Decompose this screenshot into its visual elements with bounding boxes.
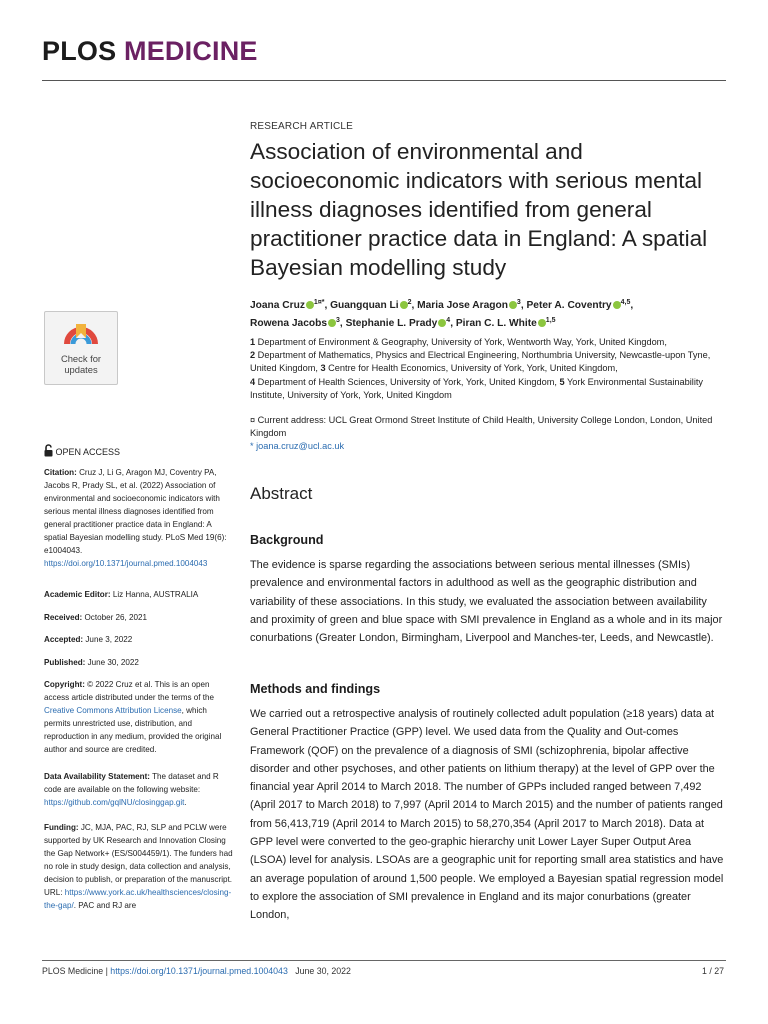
- orcid-icon[interactable]: [306, 301, 314, 309]
- received-date: [44, 611, 234, 624]
- author-affil-ref: 4: [446, 317, 451, 324]
- header-divider: [42, 80, 726, 81]
- footer-doi-link[interactable]: https://doi.org/10.1371/journal.pmed.1004043: [110, 966, 288, 976]
- background-heading: Background: [250, 533, 324, 547]
- corresponding-star: *: [250, 441, 257, 451]
- orcid-icon[interactable]: [538, 319, 546, 327]
- citation-text: Cruz J, Li G, Aragon MJ, Coventry PA, Jacobs R, Prady SL, et al. (2022) Association of environmental and socioeconomic indicators with serious mental illness diagnoses identified from general practitioner practice data in England: A spatial Bayesian modelling study. PLoS Med 19(6): e1004043.: [44, 468, 227, 555]
- data-availability-label: Data Availability Statement:: [44, 772, 150, 781]
- received-label: Received:: [44, 613, 83, 622]
- data-availability-text: The dataset and R code are available on the following website:: [44, 772, 219, 794]
- author-name[interactable]: Joana Cruz: [250, 300, 305, 311]
- github-link[interactable]: https://github.com/gqlNU/closinggap.git: [44, 798, 185, 807]
- orcid-icon[interactable]: [613, 301, 621, 309]
- author-name[interactable]: Rowena Jacobs: [250, 318, 327, 329]
- published-date: [44, 656, 234, 669]
- author-name[interactable]: , Stephanie L. Prady: [339, 318, 438, 329]
- journal-logo: [42, 36, 258, 67]
- author-name[interactable]: , Maria Jose Aragon: [411, 300, 508, 311]
- author-name[interactable]: , Piran C. L. White: [450, 318, 537, 329]
- author-affil-ref: 3: [336, 317, 340, 324]
- check-for-updates-line1: Check for: [60, 353, 102, 364]
- check-for-updates-button[interactable]: [44, 311, 118, 385]
- academic-editor: [44, 588, 234, 601]
- author-name[interactable]: , Peter A. Coventry: [520, 300, 612, 311]
- methods-text: We carried out a retrospective analysis of routinely collected adult population (≥18 years) data at General Practitioner Practice (GPP) level. We used data from the Quality and Out-comes Framework (QOF) on the prevalence of a diagnosis of SMI (schizophrenia, bipolar affective disorder and other psychoses, and other patients on lithium therapy) at the level of GPP over the financial year April 2014 to March 2018. The number of GPPs included ranged between 7,492 (April 2017 to March 2018) to 7,997 (April 2014 to March 2015) and the number of patients ranged from 56,413,719 (April 2014 to March 2015) to 58,270,354 (April 2017 to March 2018). Data at GPP level were converted to the geo-graphic hierarchy unit Lower Layer Super Output Area (LSOA) level for analysis. LSOAs are a geographic unit for reporting small area statistics and have an average population of around 1,500 people. We employed a Bayesian spatial regression model to explore the association of SMI prevalence in England and its major conurbations (greater London,: [250, 708, 724, 922]
- affiliations: [250, 336, 720, 402]
- check-for-updates-icon: [45, 314, 117, 358]
- background-text: The evidence is sparse regarding the associations between serious mental illnesses (SMIs) prevalence and environmental factors in adulthood as well as the geographic distribution and variability of these associations. In this study, we evaluated the association between availability and proximity of green and blue space with SMI prevalence in England as a whole and in its major conurbations (Greater London, Birmingham, Liverpool and Manches-ter, Leeds, and Newcastle).: [250, 559, 723, 645]
- corresponding-email-link[interactable]: joana.cruz@ucl.ac.uk: [256, 441, 345, 451]
- funding-label: Funding:: [44, 823, 79, 832]
- orcid-icon[interactable]: [328, 319, 336, 327]
- footer-date: June 30, 2022: [295, 966, 351, 976]
- affil-number: 3: [320, 363, 326, 374]
- affil-text: Centre for Health Economics, University of York, York, United Kingdom,: [325, 363, 618, 374]
- journal-name-medicine: MEDICINE: [124, 36, 258, 66]
- open-access-text: OPEN ACCESS: [55, 447, 121, 457]
- copyright-text: © 2022 Cruz et al. This is an open access article distributed under the terms of the: [44, 680, 215, 702]
- current-address: ¤ Current address: UCL Great Ormond Street Institute of Child Health, University College London, London, United Kingdom: [250, 415, 713, 438]
- editor-label: Academic Editor:: [44, 590, 111, 599]
- accepted-date: [44, 633, 234, 646]
- author-separator: ,: [630, 300, 634, 311]
- funding-text: JC, MJA, PAC, RJ, SLP and PCLW were supported by UK Research and Innovation Closing the Gap Network+ (ES/S004459/1). The funders had no role in study design, data collection and analysis, decision to publish, or preparation of the manuscript. URL:: [44, 823, 233, 897]
- affil-text: Department of Mathematics, Physics and Electrical Engineering, Northumbria University, Newcastle-upon Tyne, United Kingdom,: [250, 350, 711, 374]
- abstract-heading: Abstract: [250, 484, 313, 503]
- orcid-icon[interactable]: [509, 301, 517, 309]
- affil-number: 5: [559, 376, 565, 387]
- received-text: October 26, 2021: [82, 613, 148, 622]
- accepted-label: Accepted:: [44, 635, 84, 644]
- journal-name-plos: PLOS: [42, 36, 117, 66]
- editor-text: Liz Hanna, AUSTRALIA: [110, 590, 199, 599]
- data-availability-block: [44, 770, 234, 809]
- open-access-label: [44, 444, 120, 457]
- citation-label: Citation:: [44, 468, 77, 477]
- footer-journal: PLOS Medicine |: [42, 966, 111, 976]
- methods-heading: Methods and findings: [250, 682, 381, 696]
- open-access-icon: [44, 444, 53, 457]
- page-number: 1 / 27: [701, 966, 724, 976]
- funding-end: . PAC and RJ are: [73, 901, 137, 910]
- author-affil-ref: 1,5: [545, 317, 556, 324]
- affil-text: Department of Environment & Geography, University of York, Wentworth Way, York, United Kingdom,: [255, 337, 667, 347]
- citation-block: [44, 466, 234, 570]
- affil-text: York Environmental Sustainability Institute, University of York, York, United Kingdom: [250, 376, 704, 400]
- accepted-text: June 3, 2022: [83, 635, 133, 644]
- copyright-label: Copyright:: [44, 680, 85, 689]
- author-affil-ref: 3: [516, 299, 521, 306]
- data-availability-end: .: [184, 798, 187, 807]
- article-type: RESEARCH ARTICLE: [250, 121, 354, 132]
- license-link[interactable]: Creative Commons Attribution License: [44, 706, 182, 715]
- affil-number: 1: [250, 337, 256, 347]
- copyright-block: [44, 678, 234, 756]
- page-footer: [42, 966, 351, 976]
- orcid-icon[interactable]: [400, 301, 408, 309]
- author-name[interactable]: , Guangquan Li: [324, 300, 399, 311]
- funding-block: [44, 821, 234, 912]
- affil-number: 4: [250, 376, 256, 387]
- check-for-updates-line2: updates: [64, 363, 98, 375]
- author-affil-ref: 1¤*: [313, 299, 325, 306]
- author-list: [250, 295, 730, 331]
- author-affil-ref: 2: [407, 299, 412, 306]
- author-affil-ref: 4,5: [620, 299, 631, 306]
- affil-number: 2: [250, 350, 256, 361]
- published-label: Published:: [44, 658, 86, 667]
- current-address-block: [250, 414, 720, 453]
- citation-doi-link[interactable]: https://doi.org/10.1371/journal.pmed.1004043: [44, 559, 208, 568]
- funding-url-link[interactable]: https://www.york.ac.uk/healthsciences/closing-the-gap/: [44, 888, 232, 910]
- published-text: June 30, 2022: [85, 658, 139, 667]
- affil-text: Department of Health Sciences, University of York, York, United Kingdom,: [255, 376, 560, 387]
- article-title: Association of environmental and socioeconomic indicators with serious mental illness diagnoses identified from general practitioner practice data in England: A spatial Bayesian modelling study: [250, 139, 708, 280]
- footer-divider: [42, 960, 726, 961]
- copyright-text-2: , which permits unrestricted use, distribution, and reproduction in any medium, provided the original author and source are credited.: [44, 706, 222, 754]
